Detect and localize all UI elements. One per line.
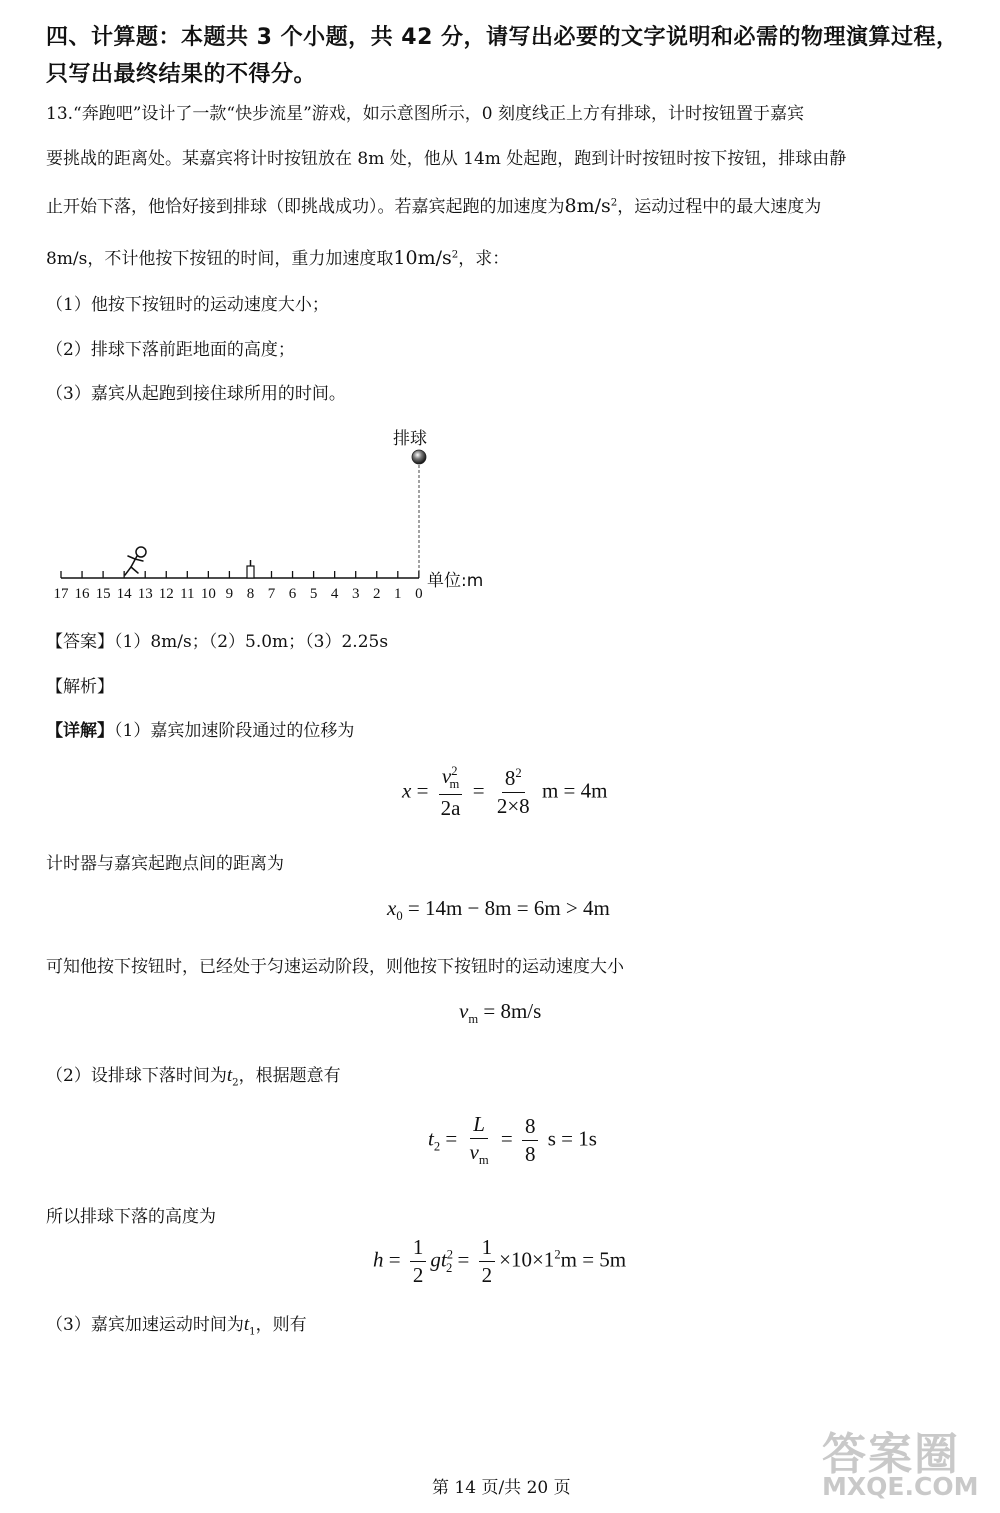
answer-line: 【答案】（1）8m/s；（2）5.0m；（3）2.25s <box>46 632 389 652</box>
tick-label: 17 <box>53 586 69 602</box>
analysis-label: 【解析】 <box>46 677 114 697</box>
section-heading-line2: 只写出最终结果的不得分。 <box>46 62 317 87</box>
problem-line-3: 止开始下落，他恰好接到排球（即挑战成功）。若嘉宾起跑的加速度为$8m/s^2$，运动过程中的最大速度为 <box>46 195 822 217</box>
watermark-url: MXQE.COM <box>822 1472 979 1501</box>
tick-label: 12 <box>158 586 174 602</box>
tick-label: 15 <box>95 586 111 602</box>
tick-label: 4 <box>330 586 339 602</box>
text-distance: 计时器与嘉宾起跑点间的距离为 <box>46 854 284 874</box>
runner-icon <box>125 547 146 575</box>
equation-3: $v_m = 8m/s$ <box>459 999 542 1027</box>
problem-line-2: 要挑战的距离处。某嘉宾将计时按钮放在 8m 处，他从 14m 处起跑，跑到计时按钮时按下按钮，排球由静 <box>46 149 847 169</box>
tick-label: 0 <box>415 586 423 602</box>
page-footer: 第 14 页/共 20 页 <box>432 1478 571 1498</box>
axis-ticks <box>61 571 419 578</box>
tick-label: 5 <box>309 586 318 602</box>
watermark-logo: 答案圈 <box>822 1429 960 1480</box>
tick-label: 13 <box>137 586 153 602</box>
text-fall-time: （2）设排球下落时间为$t_2$，根据题意有 <box>46 1065 341 1089</box>
ball-label: 排球 <box>393 429 427 449</box>
tick-label: 14 <box>116 586 132 602</box>
detail-line: 【详解】（1）嘉宾加速阶段通过的位移为 <box>46 721 355 741</box>
timer-button-icon <box>247 560 254 578</box>
tick-label: 8 <box>246 586 255 602</box>
text-fall-height: 所以排球下落的高度为 <box>46 1207 216 1227</box>
problem-line-1: 13.“奔跑吧”设计了一款“快步流星”游戏，如示意图所示，0 刻度线正上方有排球，计时按钮置于嘉宾 <box>46 104 805 124</box>
tick-label: 6 <box>288 586 297 602</box>
tick-label: 3 <box>351 586 360 602</box>
tick-label: 9 <box>225 586 234 602</box>
tick-label: 11 <box>180 586 195 602</box>
subquestion-1: （1）他按下按钮时的运动速度大小； <box>46 295 329 315</box>
subquestion-2: （2）排球下落前距地面的高度； <box>46 340 295 360</box>
text-accel-time: （3）嘉宾加速运动时间为$t_1$，则有 <box>46 1314 307 1338</box>
subquestion-3: （3）嘉宾从起跑到接住球所用的时间。 <box>46 384 346 404</box>
equation-2: $x_0 = 14m - 8m = 6m > 4m$ <box>387 896 610 924</box>
equation-4: $t_2$ = $\frac{L}{v_m}$ = $\frac{8}{8}$ s = 1s <box>428 1112 597 1168</box>
equation-1: x = $\frac{v^2_m}{2a}$ = $\frac{8^2}{2\times 8}$ m = 4m <box>402 764 608 821</box>
equation-5: h = $\frac{1}{2}$ $gt^2_2$ = $\frac{1}{2}$ $\times 10\times 1^2m = 5m$ <box>373 1235 627 1288</box>
tick-label: 10 <box>200 586 216 602</box>
volleyball-icon <box>412 450 426 464</box>
tick-label: 16 <box>74 586 90 602</box>
tick-label: 1 <box>394 586 402 602</box>
tick-label: 2 <box>373 586 381 602</box>
unit-label: 单位:m <box>427 571 484 591</box>
text-uniform-motion: 可知他按下按钮时，已经处于匀速运动阶段，则他按下按钮时的运动速度大小 <box>46 957 624 977</box>
tick-label: 7 <box>267 586 276 602</box>
problem-line-4: 8m/s，不计他按下按钮的时间，重力加速度取$10m/s^2$，求： <box>46 247 510 269</box>
section-heading-line1: 四、计算题：本题共 3 个小题，共 42 分，请写出必要的文字说明和必需的物理演算过程， <box>46 25 959 50</box>
